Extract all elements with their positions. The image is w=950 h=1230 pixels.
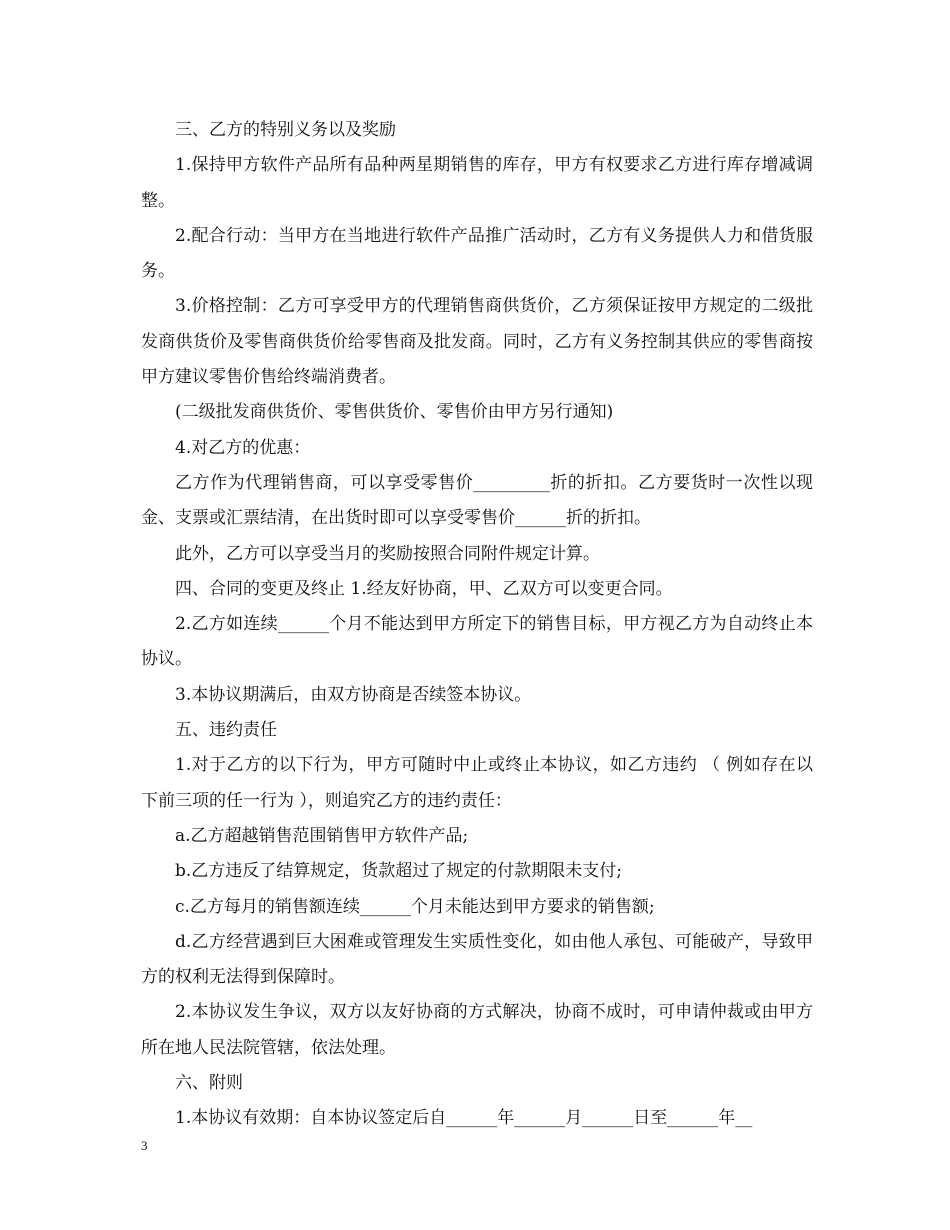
- clause-dispute: 2.本协议发生争议，双方以友好协商的方式解决，协商不成时，可申请仲裁或由甲方所在地人民法院管辖，依法处理。: [141, 1002, 813, 1058]
- section-heading-liability: 五、违约责任: [175, 720, 277, 741]
- clause-auto-termination: 2.乙方如连续______个月不能达到甲方所定下的销售目标，甲方视乙方为自动终止本协议。: [141, 614, 813, 670]
- breach-item-c: c.乙方每月的销售额连续______个月未能达到甲方要求的销售额;: [175, 896, 655, 917]
- section-heading-supplementary: 六、附则: [175, 1073, 243, 1094]
- breach-item-a: a.乙方超越销售范围销售甲方软件产品;: [175, 825, 469, 846]
- section-heading-special-obligations: 三、乙方的特别义务以及奖励: [175, 120, 396, 140]
- section-heading-change-termination: 四、合同的变更及终止 1.经友好协商，甲、乙双方可以变更合同。: [175, 578, 673, 599]
- clause-breach: 1.对于乙方的以下行为，甲方可随时中止或终止本协议，如乙方违约 （ 例如存在以下前三项的任一行为 ），则追究乙方的违约责任：: [141, 755, 813, 811]
- clause-discount-detail: 乙方作为代理销售商，可以享受零售价_________折的折扣。乙方要货时一次性以现金、支票或汇票结清，在出货时即可以享受零售价______折的折扣。: [141, 472, 813, 529]
- breach-item-b: b.乙方违反了结算规定，货款超过了规定的付款期限未支付;: [175, 861, 623, 882]
- document-body: [141, 113, 813, 1137]
- clause-monthly-reward: 此外，乙方可以享受当月的奖励按照合同附件规定计算。: [175, 543, 600, 564]
- note-price-notice: (二级批发商供货价、零售供货价、零售价由甲方另行通知): [175, 402, 614, 423]
- clause-renewal: 3.本协议期满后，由双方协商是否续签本协议。: [175, 684, 532, 705]
- clause-cooperation: 2.配合行动：当甲方在当地进行软件产品推广活动时，乙方有义务提供人力和借货服务。: [141, 225, 813, 282]
- clause-discount-heading: 4.对乙方的优惠：: [175, 437, 311, 458]
- page-number: 3: [141, 1138, 148, 1153]
- clause-price-control: 3.价格控制：乙方可享受甲方的代理销售商供货价，乙方须保证按甲方规定的二级批发商供货价及零售商供货价给零售商及批发商。同时，乙方有义务控制其供应的零售商按甲方建议零售价售给终端消费者。: [141, 296, 813, 388]
- breach-item-d: d.乙方经营遇到巨大困难或管理发生实质性变化，如由他人承包、可能破产，导致甲方的权利无法得到保障时。: [141, 931, 813, 988]
- clause-validity-period: 1.本协议有效期：自本协议签定后自______年______月______日至______年__: [175, 1108, 753, 1129]
- clause-inventory: 1.保持甲方软件产品所有品种两星期销售的库存，甲方有权要求乙方进行库存增减调整。: [141, 155, 813, 211]
